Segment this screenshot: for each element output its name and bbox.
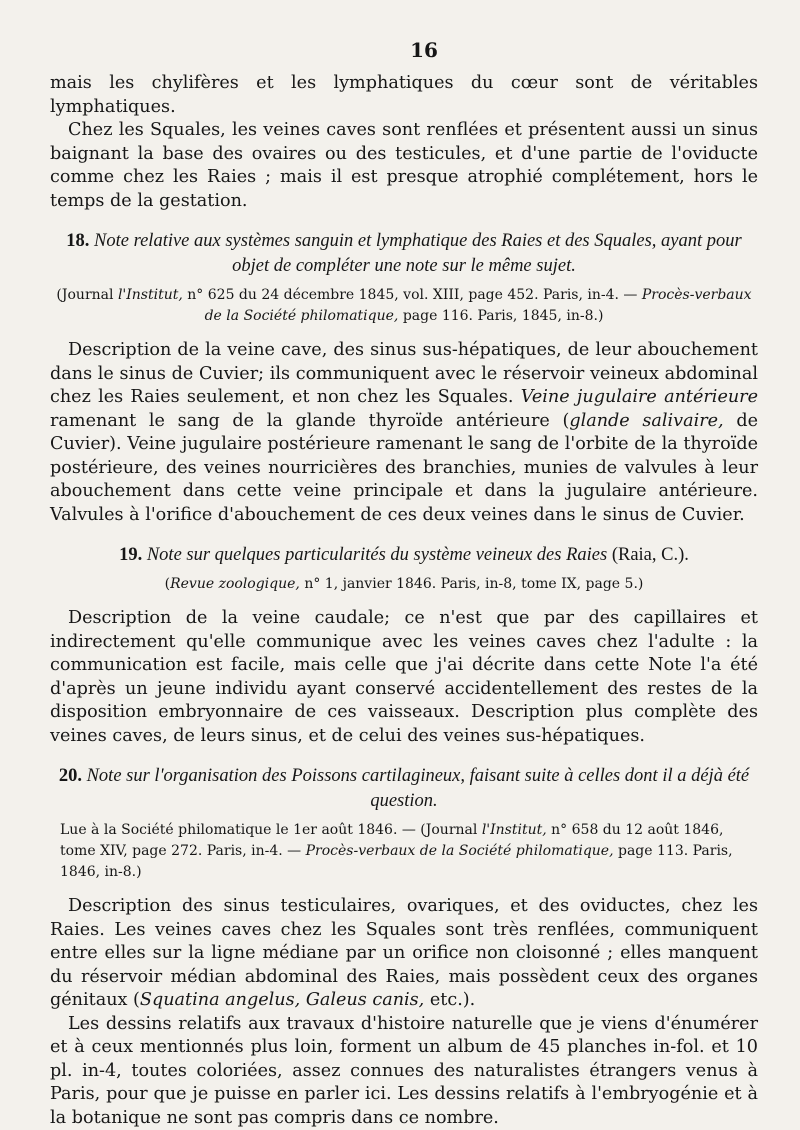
section-19-number: 19.: [119, 545, 142, 565]
section-20-heading: [50, 764, 758, 814]
section-18-number: 18.: [66, 231, 89, 251]
section-20-title: Note sur l'organisation des Poissons cartilagineux, faisant suite à celles dont il a déjà été question.: [87, 766, 750, 811]
closing-paragraph: Les dessins relatifs aux travaux d'histoire naturelle que je viens d'énumérer et à ceux mentionnés plus loin, forment un album de 45 planches in-fol. et 10 pl. in-4, toutes coloriées, assez connues des naturalistes étrangers venus à Paris, pour que je puisse en parler ici. Les dessins relatifs à l'embryogénie et à la botanique ne sont pas compris dans ce nombre.: [50, 1013, 758, 1130]
section-20-citation: Lue à la Société philomatique le 1er août 1846. — (Journal l'Institut, n° 658 du 12 août 1846, tome XIV, page 272. Paris, in-4. — Procès-verbaux de la Société philomatique, page 113. Paris, 1846, in-8.): [50, 820, 758, 883]
section-19-heading: [50, 543, 758, 568]
section-20-number: 20.: [59, 766, 82, 786]
section-19-title: Note sur quelques particularités du système veineux des Raies: [147, 545, 607, 565]
section-18-citation: (Journal l'Institut, n° 625 du 24 décembre 1845, vol. XIII, page 452. Paris, in-4. — Procès-verbaux de la Société philomatique, page 116. Paris, 1845, in-8.): [50, 285, 758, 327]
section-19-title-tail: (Raia, C.).: [612, 545, 689, 565]
page-number: 16: [50, 38, 758, 62]
section-18-title: Note relative aux systèmes sanguin et lymphatique des Raies et des Squales, ayant pour objet de compléter une note sur le même sujet.: [94, 231, 742, 276]
intro-paragraph-2: Chez les Squales, les veines caves sont renflées et présentent aussi un sinus baignant la base des ovaires ou des testicules, et d'une partie de l'oviducte comme chez les Raies ; mais il est presque atrophié complétement, hors le temps de la gestation.: [50, 119, 758, 213]
section-19-citation: (Revue zoologique, n° 1, janvier 1846. Paris, in-8, tome IX, page 5.): [50, 574, 758, 595]
intro-paragraph-1: mais les chylifères et les lymphatiques du cœur sont de véritables lymphatiques.: [50, 72, 758, 119]
section-18-heading: [50, 229, 758, 279]
section-20-body: Description des sinus testiculaires, ovariques, et des oviductes, chez les Raies. Les veines caves chez les Squales sont très renflées, communiquent entre elles sur la ligne médiane par un orifice non cloisonné ; elles manquent du réservoir médian abdominal des Raies, mais possèdent ceux des organes génitaux (Squatina angelus, Galeus canis, etc.).: [50, 895, 758, 1013]
section-19-body: Description de la veine caudale; ce n'est que par des capillaires et indirectement qu'elle communique avec les veines caves chez l'adulte : la communication est facile, mais celle que j'ai décrite dans cette Note l'a été d'après un jeune individu ayant conservé accidentellement des restes de la disposition embryonnaire de ces vaisseaux. Description plus complète des veines caves, de leurs sinus, et de celui des veines sus-hépatiques.: [50, 607, 758, 748]
section-18-body: Description de la veine cave, des sinus sus-hépatiques, de leur abouchement dans le sinus de Cuvier; ils communiquent avec le réservoir veineux abdominal chez les Raies seulement, et non chez les Squales. Veine jugulaire antérieure ramenant le sang de la glande thyroïde antérieure (glande salivaire, de Cuvier). Veine jugulaire postérieure ramenant le sang de l'orbite de la thyroïde postérieure, des veines nourricières des branchies, munies de valvules à leur abouchement dans cette veine principale et dans la jugulaire antérieure. Valvules à l'orifice d'abouchement de ces deux veines dans le sinus de Cuvier.: [50, 339, 758, 527]
